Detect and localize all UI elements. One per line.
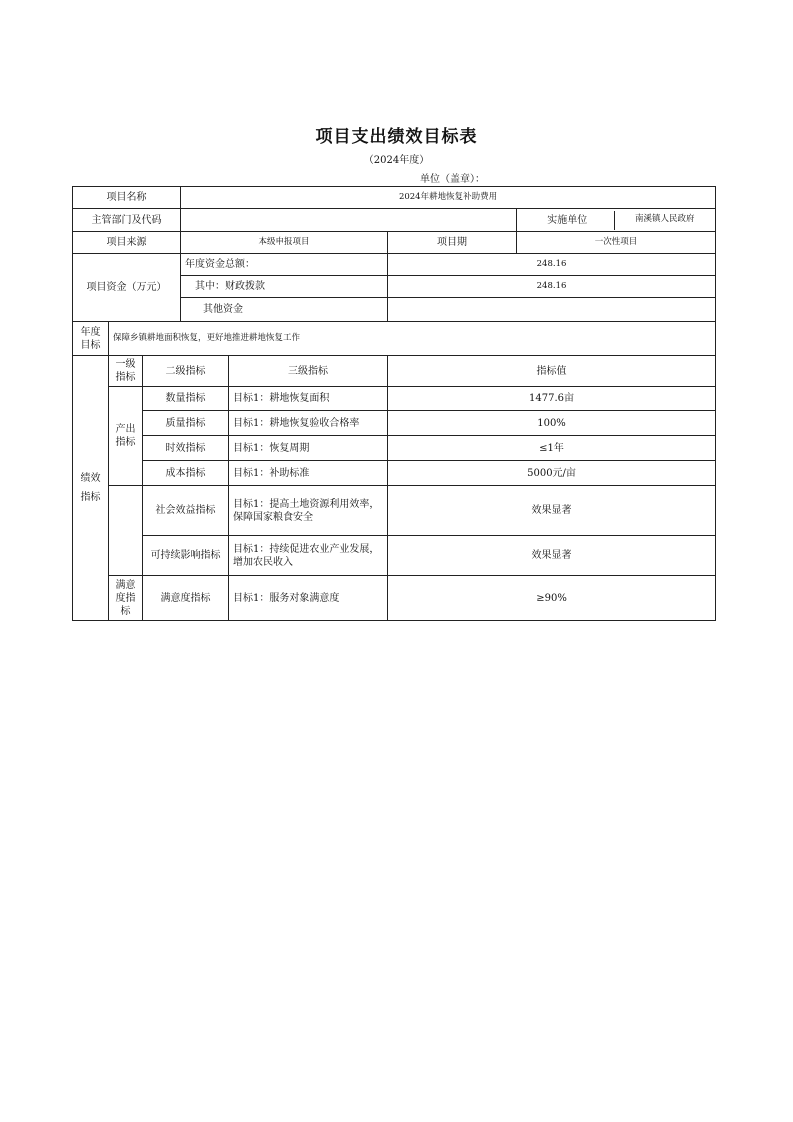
level2-cell: 满意度指标 [143,576,229,621]
level3-cell: 目标1：服务对象满意度 [229,576,388,621]
impl-unit-value: 南溪镇人民政府 [614,211,712,230]
dept-value [181,209,517,232]
impl-unit-label: 实施单位 [547,214,588,226]
value-cell: 效果显著 [388,536,716,576]
funds-total-value: 248.16 [388,254,716,276]
satisfaction-indicator-label: 满意度指标 [109,576,143,621]
dept-label: 主管部门及代码 [73,209,181,232]
effect-indicator-label [109,486,143,576]
level3-cell: 目标1：持续促进农业产业发展，增加农民收入 [229,536,388,576]
value-cell: ≤1年 [388,436,716,461]
performance-section-label: 绩效指标 [73,356,109,621]
header-value: 指标值 [388,356,716,387]
impl-unit-cell [517,209,716,232]
unit-seal-label: 单位（盖章）： [420,174,485,185]
level3-cell: 目标1：耕地恢复验收合格率 [229,411,388,436]
value-cell: ≥90% [388,576,716,621]
project-name-value: 2024年耕地恢复补助费用 [181,187,716,209]
level3-cell: 目标1：恢复周期 [229,436,388,461]
level3-cell: 目标1：提高土地资源利用效率，保障国家粮食安全 [229,486,388,536]
funds-label: 项目资金（万元） [73,254,181,322]
level2-cell: 数量指标 [143,387,229,411]
value-cell: 5000元/亩 [388,461,716,486]
source-value: 本级申报项目 [181,232,388,254]
funds-other-value [388,298,716,322]
output-indicator-label: 产出指标 [109,387,143,486]
header-level3: 三级指标 [229,356,388,387]
document-year: （2024年度） [363,155,430,166]
value-cell: 100% [388,411,716,436]
level2-cell: 社会效益指标 [143,486,229,536]
value-cell: 1477.6亩 [388,387,716,411]
header-level2: 二级指标 [143,356,229,387]
annual-goal-value: 保障乡镇耕地面积恢复，更好地推进耕地恢复工作 [109,322,716,356]
performance-table [72,186,716,621]
funds-total-label: 年度资金总额： [181,254,388,276]
value-cell: 效果显著 [388,486,716,536]
period-value: 一次性项目 [517,232,716,254]
project-name-label: 项目名称 [73,187,181,209]
level2-cell: 时效指标 [143,436,229,461]
document-title: 项目支出绩效目标表 [315,127,478,147]
level2-cell: 质量指标 [143,411,229,436]
period-label: 项目期 [388,232,517,254]
funds-fiscal-label: 其中：财政拨款 [181,276,388,298]
funds-other-label: 其他资金 [181,298,388,322]
level3-cell: 目标1：耕地恢复面积 [229,387,388,411]
funds-fiscal-value: 248.16 [388,276,716,298]
level3-cell: 目标1：补助标准 [229,461,388,486]
annual-goal-label: 年度目标 [73,322,109,356]
source-label: 项目来源 [73,232,181,254]
header-level1: 一级指标 [109,356,143,387]
level2-cell: 可持续影响指标 [143,536,229,576]
level2-cell: 成本指标 [143,461,229,486]
